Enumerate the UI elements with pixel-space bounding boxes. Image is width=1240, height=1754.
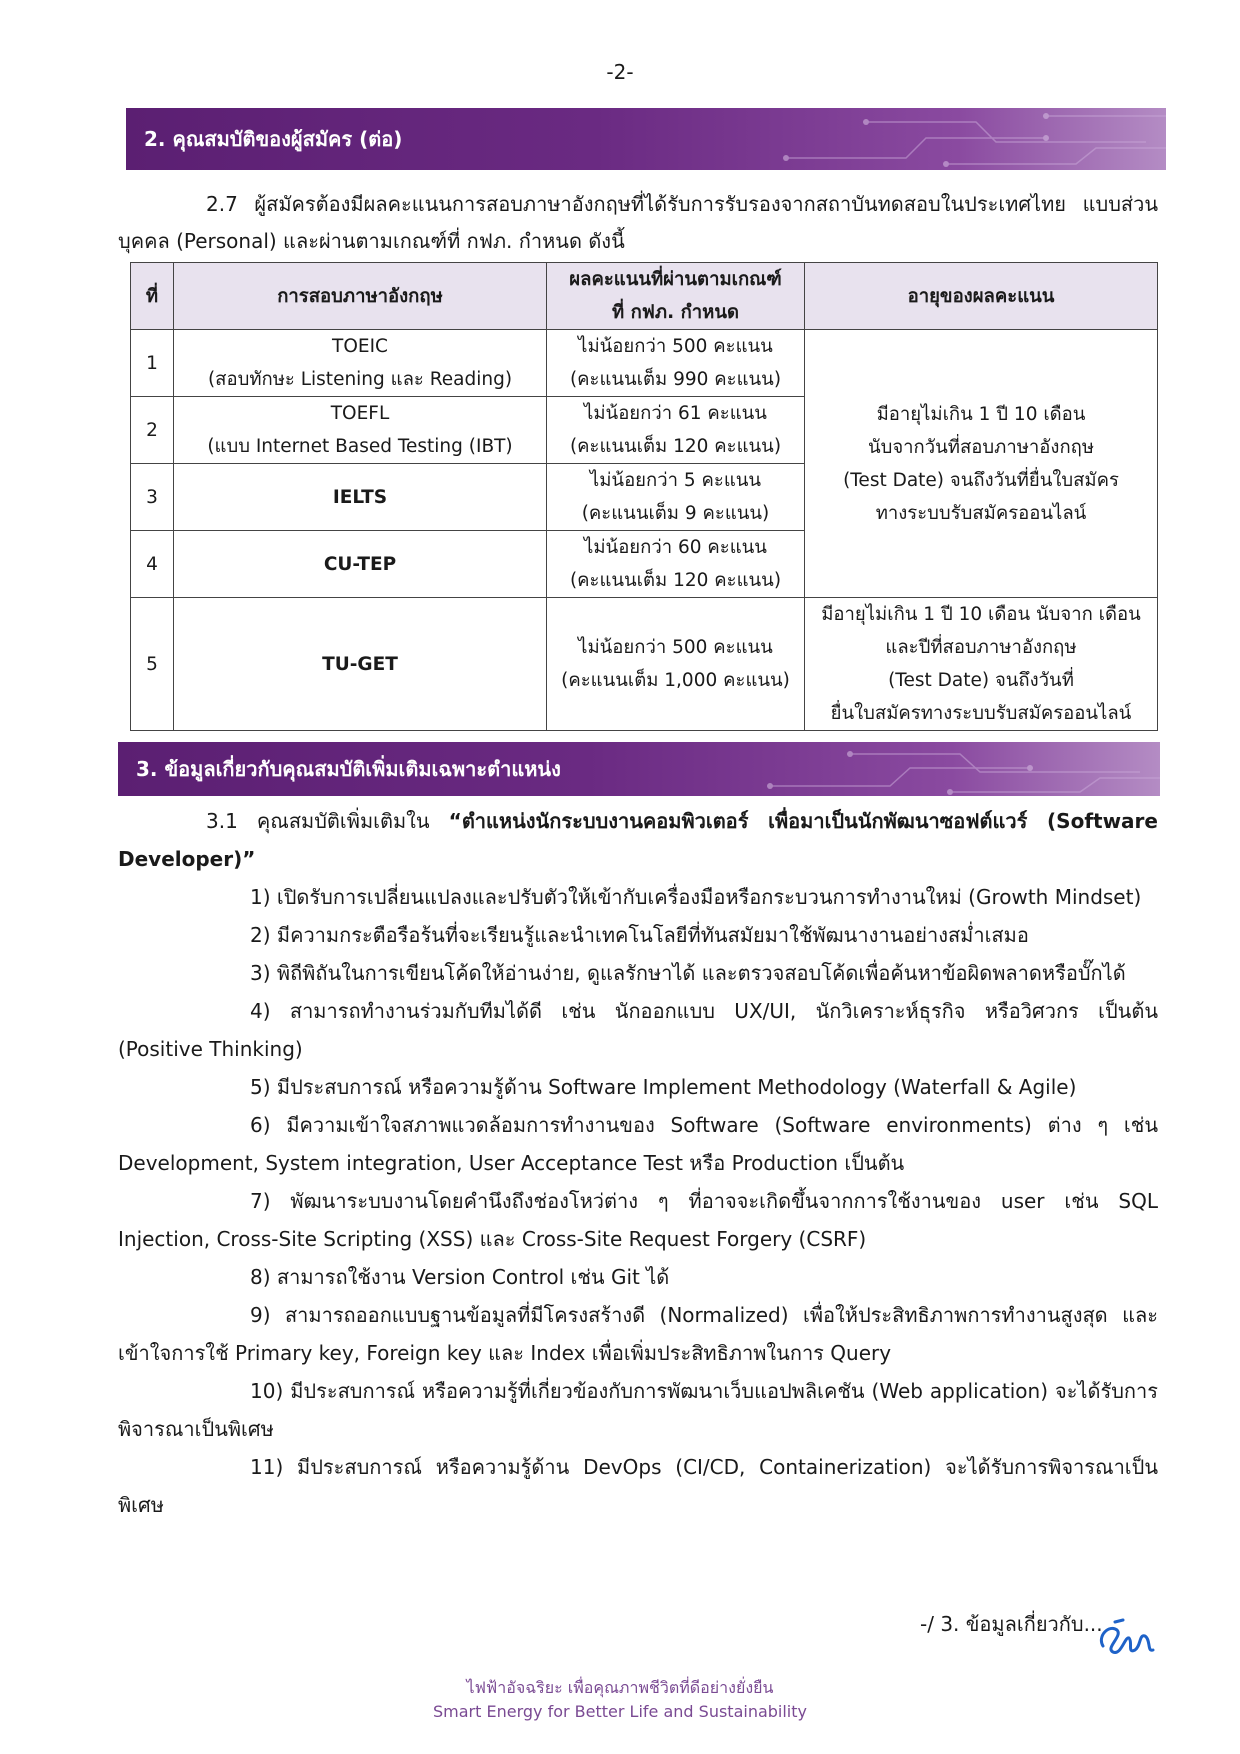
row-no: 5 xyxy=(131,598,174,731)
header-score-line1: ผลคะแนนที่ผ่านตามเกณฑ์ xyxy=(569,269,782,290)
section-3-1-intro xyxy=(118,802,1158,878)
validity-line: และปีที่สอบภาษาอังกฤษ xyxy=(885,637,1077,658)
validity-line: มีอายุไม่เกิน 1 ปี 10 เดือน นับจาก เดือน xyxy=(821,604,1141,625)
score-max: (คะแนนเต็ม 9 คะแนน) xyxy=(581,503,770,524)
validity-line: นับจากวันที่สอบภาษาอังกฤษ xyxy=(867,436,1095,458)
row-no: 3 xyxy=(131,464,174,531)
validity-cell-1-4 xyxy=(805,330,1158,598)
section-3-title: 3. ข้อมูลเกี่ยวกับคุณสมบัติเพิ่มเติมเฉพาะตำแหน่ง xyxy=(136,757,561,781)
intro-prefix: 3.1 คุณสมบัติเพิ่มเติมใน xyxy=(206,809,449,833)
score-min: ไม่น้อยกว่า 500 คะแนน xyxy=(578,336,773,357)
row-no: 4 xyxy=(131,531,174,598)
list-item: 4) สามารถทำงานร่วมกับทีมได้ดี เช่น นักออกแบบ UX/UI, นักวิเคราะห์ธุรกิจ หรือวิศวกร เป็นต้น (Positive Thinking) xyxy=(118,999,1158,1061)
test-name: CU-TEP xyxy=(323,553,397,575)
table-header-row xyxy=(131,263,1158,330)
test-name: TOEIC xyxy=(332,336,388,357)
test-sub: (แบบ Internet Based Testing (IBT) xyxy=(207,436,513,457)
row-no: 2 xyxy=(131,397,174,464)
row-no: 1 xyxy=(131,330,174,397)
validity-cell-5 xyxy=(805,598,1158,731)
score-max: (คะแนนเต็ม 1,000 คะแนน) xyxy=(561,670,790,691)
footer-slogan-english: Smart Energy for Better Life and Sustainability xyxy=(433,1702,807,1721)
validity-line: ยื่นใบสมัครทางระบบรับสมัครออนไลน์ xyxy=(830,703,1132,724)
row-test xyxy=(174,598,547,731)
list-item: 10) มีประสบการณ์ หรือความรู้ที่เกี่ยวข้องกับการพัฒนาเว็บแอปพลิเคชัน (Web application) จะได้รับการพิจารณาเป็นพิเศษ xyxy=(118,1379,1158,1441)
score-min: ไม่น้อยกว่า 60 คะแนน xyxy=(584,537,767,558)
signature-icon xyxy=(1095,1616,1155,1660)
list-item: 9) สามารถออกแบบฐานข้อมูลที่มีโครงสร้างดี (Normalized) เพื่อให้ประสิทธิภาพการทำงานสูงสุด และเข้าใจการใช้ Primary key, Foreign key และ Index เพื่อเพิ่มประสิทธิภาพในการ Query xyxy=(118,1303,1158,1365)
list-item: 7) พัฒนาระบบงานโดยคำนึงถึงช่องโหว่ต่าง ๆ ที่อาจจะเกิดขึ้นจากการใช้งานของ user เช่น SQL Injection, Cross-Site Scripting (XSS) และ Cross-Site Request Forgery (CSRF) xyxy=(118,1189,1158,1251)
test-name: TU-GET xyxy=(322,653,398,675)
section-2-header xyxy=(126,108,1166,170)
score-min: ไม่น้อยกว่า 61 คะแนน xyxy=(584,403,767,424)
row-test xyxy=(174,397,547,464)
circuit-decoration-icon xyxy=(740,742,1160,796)
score-min: ไม่น้อยกว่า 500 คะแนน xyxy=(578,637,773,658)
header-no: ที่ xyxy=(131,263,174,330)
test-name: IELTS xyxy=(332,486,388,508)
table-row xyxy=(131,330,1158,397)
validity-line: ทางระบบรับสมัครออนไลน์ xyxy=(875,502,1087,524)
table-row xyxy=(131,598,1158,731)
footer xyxy=(0,1676,1240,1724)
row-score xyxy=(547,330,805,397)
header-score-line2: ที่ กฟภ. กำหนด xyxy=(611,302,740,323)
header-score xyxy=(547,263,805,330)
score-max: (คะแนนเต็ม 120 คะแนน) xyxy=(569,436,782,457)
position-title: “ตำแหน่งนักระบบงานคอมพิวเตอร์ เพื่อมาเป็นนักพัฒนาซอฟต์แวร์ (Software Developer)” xyxy=(118,809,1158,871)
list-item: 6) มีความเข้าใจสภาพแวดล้อมการทำงานของ Software (Software environments) ต่าง ๆ เช่น Development, System integration, User Acceptance Test หรือ Production เป็นต้น xyxy=(118,1113,1158,1175)
row-test xyxy=(174,330,547,397)
page-number: -2- xyxy=(606,60,634,84)
validity-line: มีอายุไม่เกิน 1 ปี 10 เดือน xyxy=(876,403,1086,425)
list-item: 3) พิถีพิถันในการเขียนโค้ดให้อ่านง่าย, ดูแลรักษาได้ และตรวจสอบโค้ดเพื่อค้นหาข้อผิดพลาดหรือบั๊กได้ xyxy=(250,961,1126,985)
test-sub: (สอบทักษะ Listening และ Reading) xyxy=(207,369,513,390)
list-item: 5) มีประสบการณ์ หรือความรู้ด้าน Software Implement Methodology (Waterfall & Agile) xyxy=(250,1075,1077,1099)
row-score xyxy=(547,531,805,598)
row-score xyxy=(547,397,805,464)
footer-slogan-thai: ไฟฟ้าอัจฉริยะ เพื่อคุณภาพชีวิตที่ดีอย่างยั่งยืน xyxy=(466,1678,774,1697)
row-test xyxy=(174,531,547,598)
score-max: (คะแนนเต็ม 120 คะแนน) xyxy=(569,570,782,591)
row-test xyxy=(174,464,547,531)
continuation-note: -/ 3. ข้อมูลเกี่ยวกับ... xyxy=(920,1612,1103,1636)
header-validity: อายุของผลคะแนน xyxy=(805,263,1158,330)
list-item: 8) สามารถใช้งาน Version Control เช่น Git ได้ xyxy=(250,1265,670,1289)
row-score xyxy=(547,598,805,731)
validity-line: (Test Date) จนถึงวันที่ยื่นใบสมัคร xyxy=(843,469,1119,491)
section-3-header xyxy=(118,742,1160,796)
row-score xyxy=(547,464,805,531)
section-3-content xyxy=(118,802,1158,1524)
test-name: TOEFL xyxy=(330,403,390,424)
list-item: 2) มีความกระตือรือร้นที่จะเรียนรู้และนำเทคโนโลยีที่ทันสมัยมาใช้พัฒนางานอย่างสม่ำเสมอ xyxy=(250,923,1029,947)
score-max: (คะแนนเต็ม 990 คะแนน) xyxy=(569,369,782,390)
score-min: ไม่น้อยกว่า 5 คะแนน xyxy=(589,470,762,491)
list-item: 11) มีประสบการณ์ หรือความรู้ด้าน DevOps (CI/CD, Containerization) จะได้รับการพิจารณาเป็นพิเศษ xyxy=(118,1455,1158,1517)
validity-line: (Test Date) จนถึงวันที่ xyxy=(888,670,1074,691)
list-item: 1) เปิดรับการเปลี่ยนแปลงและปรับตัวให้เข้ากับเครื่องมือหรือกระบวนการทำงานใหม่ (Growth Mindset) xyxy=(250,885,1142,909)
english-test-table xyxy=(130,262,1158,731)
section-2-title: 2. คุณสมบัติของผู้สมัคร (ต่อ) xyxy=(144,127,403,151)
section-2-7-paragraph: 2.7 ผู้สมัครต้องมีผลคะแนนการสอบภาษาอังกฤษที่ได้รับการรับรองจากสถาบันทดสอบในประเทศไทย แบบส่วนบุคคล (Personal) และผ่านตามเกณฑ์ที่ กฟภ. กำหนด ดังนี้ xyxy=(118,192,1158,253)
circuit-decoration-icon xyxy=(746,108,1166,170)
header-test: การสอบภาษาอังกฤษ xyxy=(174,263,547,330)
